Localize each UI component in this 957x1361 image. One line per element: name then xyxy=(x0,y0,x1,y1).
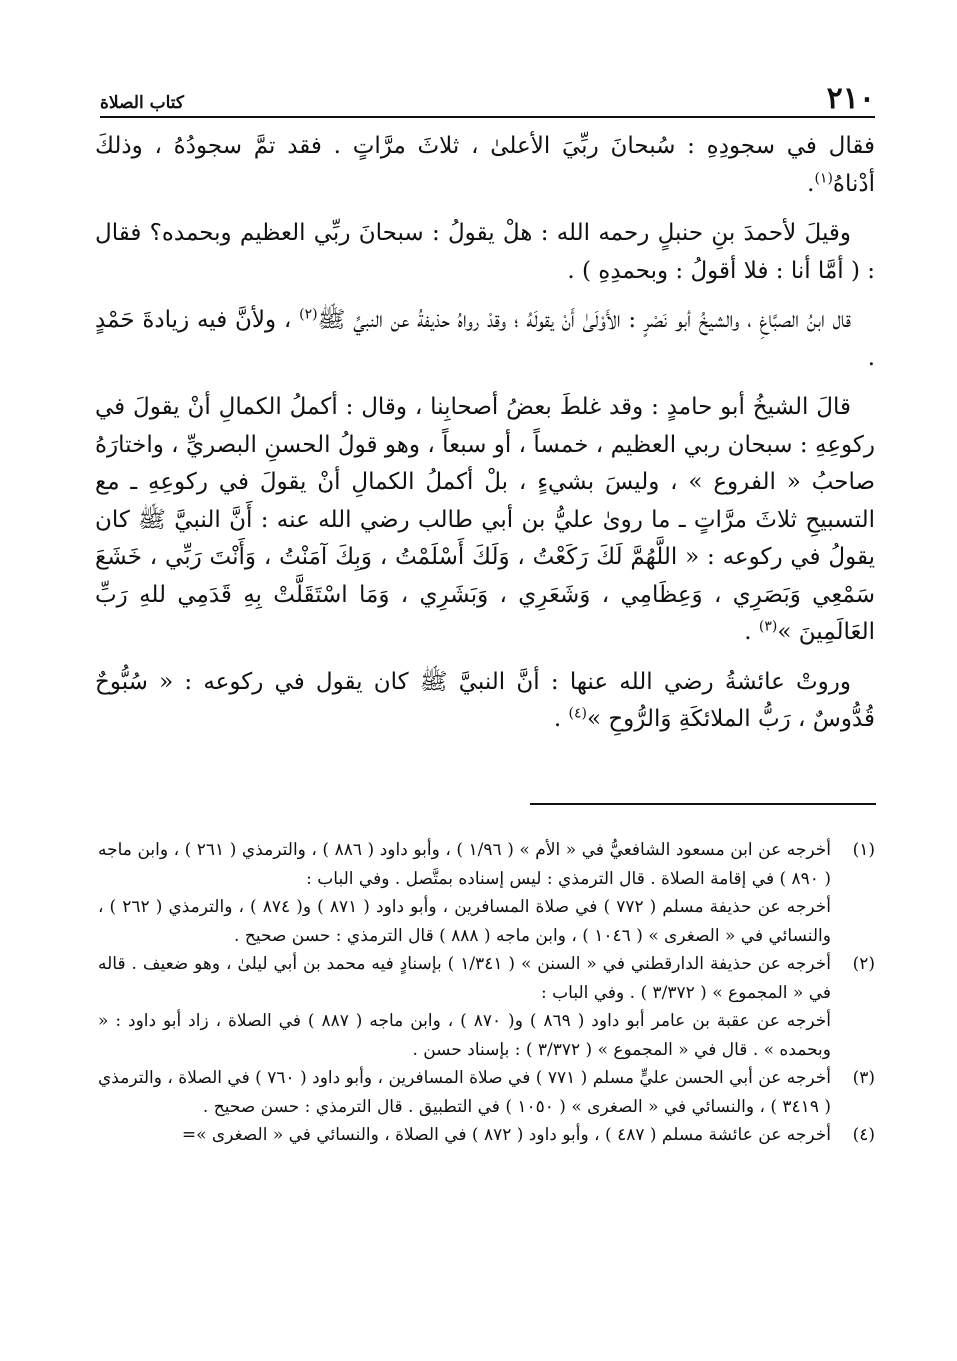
paragraph-1 xyxy=(95,128,875,203)
paragraph-5 xyxy=(95,664,875,739)
paragraph-3-text-a: قال ابنُ الصبَّاغِ ، والشيخُ أبو نَصْرٍ : الأَوْلَىٰ أَنْ يقولَهُ ؛ وقدْ رواهُ حذيفةُ عن النبيِّ ﷺ xyxy=(317,307,851,333)
footnote-body xyxy=(98,1064,831,1121)
running-header xyxy=(100,81,875,118)
footnote-text: أخرجه عن حذيفة مسلم ( ٧٧٢ ) في صلاة المسافرين ، وأبو داود ( ٨٧١ ) و( ٨٧٤ ) ، والترمذي ( ٢٦٢ ) ، والنسائي في « الصغرى » ( ١٠٤٦ ) ، وابن ماجه ( ٨٨٨ ) قال الترمذي : حسن صحيح . xyxy=(98,897,831,946)
footnote-text: أخرجه عن ابن مسعود الشافعيُّ في « الأم » ( ١/٩٦ ) ، وأبو داود ( ٨٨٦ ) ، والترمذي ( ٢٦١ ) ، وابن ماجه ( ٨٩٠ ) في إقامة الصلاة . قال الترمذي : ليس إسناده بمتَّصل . وفي الباب : xyxy=(98,840,832,889)
paragraph-5-text: وروتْ عائشةُ رضي الله عنها : أنَّ النبيَّ ﷺ كان يقول في ركوعه : « سُبُّوحٌ قُدُّوسٌ ، رَبُّ الملائكَةِ وَالرُّوحِ » xyxy=(95,668,875,732)
footnote-number: (٣) xyxy=(852,1068,875,1088)
footnote-text: أخرجه عن عقبة بن عامر أبو داود ( ٨٦٩ ) و( ٨٧٠ ) ، وابن ماجه ( ٨٨٧ ) في الصلاة ، زاد أبو داود : « وبحمده » . قال في « المجموع » ( ٣/٣٧٢ ) : بإسناد حسن . xyxy=(98,1011,831,1060)
paragraph-1-text: فقال في سجودِهِ : سُبحانَ ربِّيَ الأعلىٰ ، ثلاثَ مرَّاتٍ . فقد تمَّ سجودُهُ ، وذلكَ أدْناهُ xyxy=(95,133,875,197)
footnote-1 xyxy=(98,836,875,950)
paragraph-4 xyxy=(95,389,875,652)
paragraph-3 xyxy=(95,302,875,377)
paragraph-2: وقيلَ لأحمدَ بنِ حنبلٍ رحمه الله : هلْ يقولُ : سبحانَ ربِّي العظيم وبحمده؟ فقال : ( أمَّا أنا : فلا أقولُ : وبحمدِهِ ) . xyxy=(95,220,875,284)
footnotes xyxy=(98,836,875,1150)
footnote-ref-4: (٤) xyxy=(568,705,587,722)
footnote-2 xyxy=(98,950,875,1064)
footnote-text: أخرجه عن حذيفة الدارقطني في « السنن » ( ١/٣٤١ ) بإسنادٍ فيه محمد بن أبي ليلىٰ ، وهو ضعيف . قاله في « المجموع » ( ٣/٣٧٢ ) . وفي الباب : xyxy=(98,954,831,1003)
paragraph-1-end: . xyxy=(807,170,815,197)
main-text xyxy=(95,128,875,739)
footnote-text: أخرجه عن عائشة مسلم ( ٤٨٧ ) ، وأبو داود ( ٨٧٢ ) في الصلاة ، والنسائي في « الصغرى »= xyxy=(181,1125,831,1145)
footnote-body xyxy=(98,1121,831,1150)
footnote-number: (٢) xyxy=(852,954,875,974)
paragraph-4-text: قالَ الشيخُ أبو حامدٍ : وقد غلطَ بعضُ أصحابِنا ، وقال : أكملُ الكمالِ أنْ يقولَ في ركوعِهِ : سبحان ربي العظيم ، خمساً ، أو سبعاً ، وهو قولُ الحسنِ البصريِّ ، واختارَهُ صاحبُ « الفروع » ، وليسَ بشيءٍ ، بلْ أكملُ الكمالِ أنْ يقولَ في ركوعِهِ ـ مع التسبيحِ ثلاثَ مرَّاتٍ ـ ما روىٰ عليُّ بن أبي طالب رضي الله عنه : أَنَّ النبيَّ ﷺ كان يقولُ في ركوعه : « اللَّهُمَّ لَكَ رَكَعْتُ ، وَلَكَ أَسْلَمْتُ ، وَبِكَ آمَنْتُ ، وَأَنْتَ رَبِّي ، خَشَعَ سَمْعِي وَبَصَرِي ، وَعِظَامِي ، وَشَعَرِي ، وَبَشَرِي ، وَمَا اسْتَقَلَّتْ بِهِ قَدَمِي للهِ رَبِّ العَالَمِينَ » xyxy=(95,394,875,645)
footnote-ref-1: (١) xyxy=(814,169,833,186)
paragraph-3-text-b: ، ولأنَّ فيه زيادةَ حَمْدٍ . xyxy=(95,307,875,371)
footnote-4 xyxy=(98,1121,875,1150)
paragraph-4-end: . xyxy=(744,619,752,645)
paragraph-5-end: . xyxy=(553,706,562,732)
page-number: ٢١٠ xyxy=(826,81,875,116)
footnote-body xyxy=(98,836,831,950)
footnote-3 xyxy=(98,1064,875,1121)
footnote-ref-3: (٣) xyxy=(758,618,778,635)
chapter-title: كتاب الصلاة xyxy=(100,93,185,113)
footnote-number: (٤) xyxy=(852,1125,875,1145)
footnote-text: أخرجه عن أبي الحسن عليٍّ مسلم ( ٧٧١ ) في صلاة المسافرين ، وأبو داود ( ٧٦٠ ) في الصلاة ، والترمذي ( ٣٤١٩ ) ، والنسائي في « الصغرى » ( ١٠٥٠ ) في التطبيق . قال الترمذي : حسن صحيح . xyxy=(98,1068,831,1117)
footnote-body xyxy=(98,950,831,1064)
footnote-number: (١) xyxy=(852,840,875,860)
footnote-ref-2: (٢) xyxy=(299,306,318,323)
footnote-separator xyxy=(530,803,876,805)
